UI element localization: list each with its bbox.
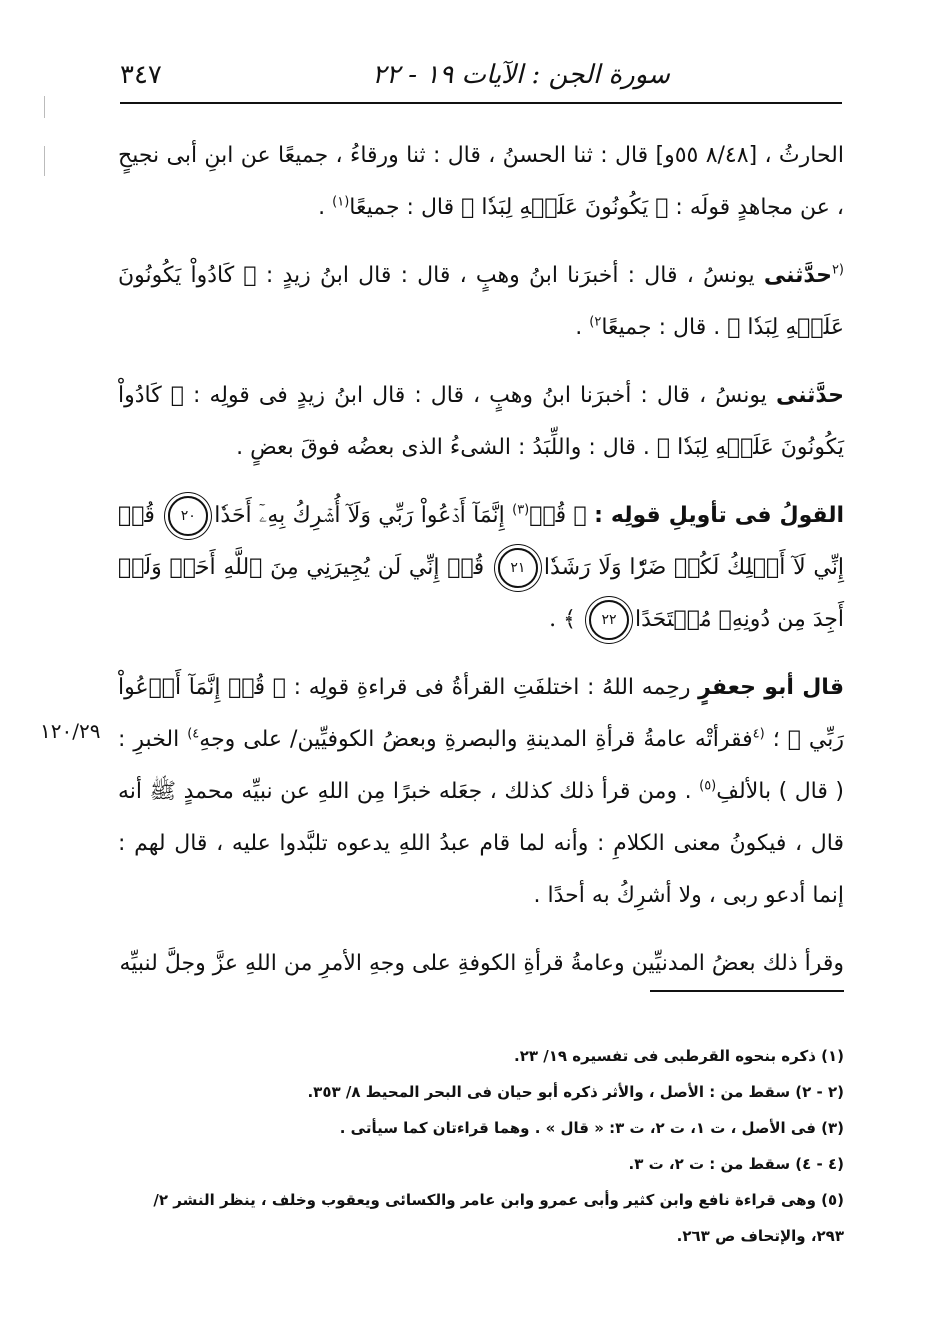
- footnote: (٣) فى الأصل ، ت ١، ت ٢، ت ٣: « قال » . وهما قراءتان كما سيأتى .: [339, 1119, 844, 1137]
- footnote: (٤ - ٤) سقط من : ت ٢، ت ٣.: [628, 1155, 844, 1173]
- paragraph-4: [118, 490, 844, 646]
- footnote: (١) ذكره بنحوه القرطبى فى تفسيره ١٩/ ٢٣.: [514, 1047, 844, 1065]
- text: الحارثُ ، [٨/٤٨ ٥٥و] قال : ثنا الحسنُ ، قال : ثنا ورقاءُ ، جميعًا عن ابنِ أبى نجيحٍ ، عن مجاهدٍ قولَه :: [118, 143, 844, 220]
- paragraph-3: [118, 370, 844, 474]
- quran-verse: ﴿ قُلۡ إِنَّمَآ أَدۡعُواْ رَبِّي ﴾: [118, 675, 844, 752]
- paragraph-6: [118, 938, 844, 990]
- page-number: ٣٤٧: [120, 60, 162, 90]
- quran-verse: قُلۡ إِنِّي لَن يُجِيرَنِي مِنَ ٱللَّهِ أَحَدٞ وَلَنۡ أَجِدَ مِن دُونِهِۦ مُلۡتَحَدًا: [118, 555, 844, 632]
- lead-word: حدَّثنى: [763, 263, 832, 288]
- margin-scan-mark: [44, 96, 45, 118]
- quran-verse: ﴿ كَادُواْ يَكُونُونَ عَلَيۡهِ لِبَدٗا ﴾: [118, 263, 844, 340]
- footnote: (٥) وهى قراءة نافع وابن كثير وأبى عمرو وابن عامر والكسائى ويعقوب وخلف ، ينظر النشر ٢/ ٢٩٣، والإتحاف ص ٢٦٣.: [153, 1191, 844, 1245]
- text: ؛: [764, 727, 788, 752]
- paragraph-1: [118, 130, 844, 234]
- ayah-number-mark: ٢١: [498, 548, 538, 588]
- lead-word: قال أبو جعفرٍ: [698, 675, 844, 700]
- footnote-marker: (١): [332, 194, 350, 210]
- text: . ومن قرأ ذلك كذلك ، جعَله خبرًا مِن اللهِ عن نبيِّه محمدٍ ﷺ أنه قال ، فيكونُ معنى الكلامِ : وأنه لما قام عبدُ اللهِ يدعوه تلبَّدوا عليه ، قال لهم : إنما أدعو ربى ، ولا أشرِكُ به أحدًا .: [118, 779, 844, 908]
- quran-verse: ﴿ كَادُواْ يَكُونُونَ عَلَيۡهِ لِبَدٗا ﴾: [118, 383, 844, 460]
- quran-verse: ﴿ يَكُونُونَ عَلَيۡهِ لِبَدٗا ﴾: [461, 195, 669, 220]
- running-title: سورة الجن : الآيات ١٩ - ٢٢: [372, 60, 670, 90]
- quran-verse: ﴿ قُلۡ: [529, 503, 595, 528]
- text: الخبرِ : ( قال ) بالألفِ: [118, 727, 844, 804]
- header-divider: [120, 102, 842, 104]
- text: .: [575, 315, 590, 340]
- margin-scan-mark: [44, 146, 45, 176]
- text: قال : جميعًا: [349, 195, 462, 220]
- footnote-marker: ٤): [187, 726, 200, 742]
- paragraph-5: [118, 662, 844, 922]
- ayah-number-mark: ٢٢: [589, 600, 629, 640]
- marginal-reference: ١٢٠/٢٩: [40, 719, 101, 743]
- text: وقرأ ذلك بعضُ المدنيِّين وعامةُ قرأةِ الكوفةِ على وجهِ الأمرِ من اللهِ عزَّ وجلَّ لنبيِّه: [119, 951, 844, 976]
- footnote-marker: (٥): [699, 778, 717, 794]
- text: فقرأتْه عامةُ قرأةِ المدينةِ والبصرةِ وبعضُ الكوفيِّين/ على وجهِ: [199, 727, 753, 752]
- text: رحِمه اللهُ : اختلفَتِ القرأةُ فى قراءةِ قولِه :: [285, 675, 699, 700]
- footnotes: [118, 1038, 844, 1254]
- footnote-marker: ٢): [589, 314, 602, 330]
- footnote-marker: (٣): [512, 502, 530, 518]
- section-heading: القولُ فى تأويلِ قولِه :: [594, 503, 845, 528]
- quran-verse: ﴾ .: [549, 607, 583, 632]
- ayah-number-mark: ٢٠: [168, 496, 208, 536]
- text: . قال : جميعًا: [601, 315, 728, 340]
- text: يونسُ ، قال : أخبرَنا ابنُ وهبٍ ، قال : قال ابنُ زيدٍ فى قولِه :: [183, 383, 776, 408]
- paragraph-2: [118, 250, 844, 354]
- footnote-marker: (٢: [831, 262, 844, 278]
- quran-verse: إِنَّمَآ أَدۡعُواْ رَبِّي وَلَآ أُشۡرِكُ بِهِۦٓ أَحَدٗا: [214, 503, 513, 528]
- text: يونسُ ، قال : أخبرَنا ابنُ وهبٍ ، قال : قال ابنُ زيدٍ :: [256, 263, 764, 288]
- text: . قال : واللِّبَدُ : الشىءُ الذى بعضُه فوقَ بعضٍ .: [236, 435, 657, 460]
- text: .: [318, 195, 333, 220]
- footnote-divider: [650, 990, 844, 992]
- footnote: (٢ - ٢) سقط من : الأصل ، والأثر ذكره أبو حيان فى البحر المحيط ٨/ ٣٥٣.: [307, 1083, 844, 1101]
- main-text: [118, 130, 844, 1006]
- page-header: [120, 52, 842, 102]
- quran-verse: قُلۡ إِنِّي لَآ أَمۡلِكُ لَكُمۡ ضَرّٗا وَلَا رَشَدٗا: [118, 503, 844, 580]
- footnote-marker: (٤: [752, 726, 765, 742]
- lead-word: حدَّثنى: [775, 383, 844, 408]
